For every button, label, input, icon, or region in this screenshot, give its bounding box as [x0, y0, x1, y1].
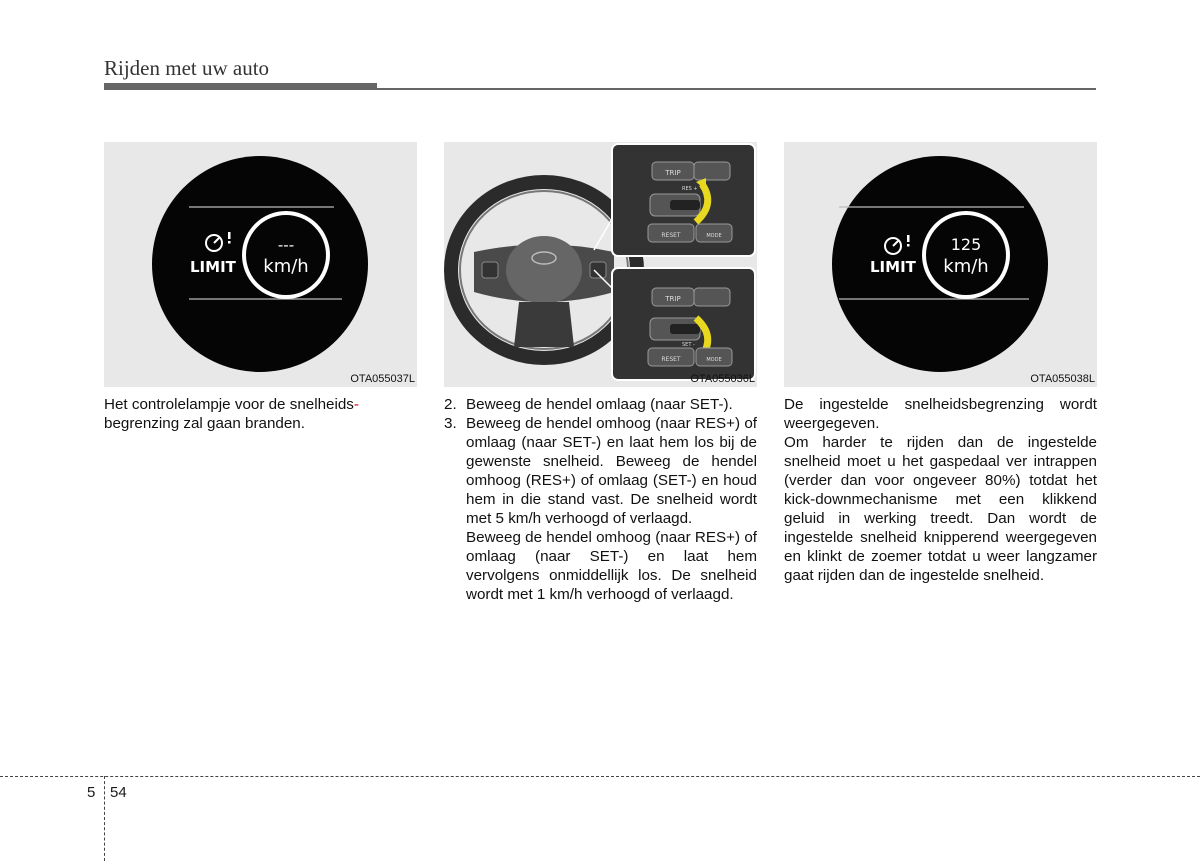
- list-item: [444, 395, 757, 414]
- set-speed-value: 125: [950, 235, 982, 254]
- header-rule: [104, 88, 1096, 90]
- middle-column: [444, 395, 757, 604]
- steering-wheel-illustration: [444, 142, 757, 387]
- figure-code: OTA055037L: [350, 373, 415, 385]
- svg-text:TRIP: TRIP: [665, 169, 681, 177]
- page-header-title: Rijden met uw auto: [104, 56, 270, 80]
- display-circle: [832, 156, 1048, 372]
- switch-panel-bottom: [612, 268, 755, 380]
- footer-rule: [0, 776, 1200, 777]
- svg-text:RES +: RES +: [682, 186, 698, 192]
- cluster-display-illustration: [104, 142, 417, 387]
- svg-text:MODE: MODE: [706, 233, 722, 239]
- step-number: 2.: [444, 396, 457, 413]
- svg-text:MODE: MODE: [706, 357, 722, 363]
- figure-limit-125: [784, 142, 1097, 387]
- svg-text:RESET: RESET: [661, 356, 681, 363]
- figure-code: OTA055036L: [690, 373, 755, 385]
- right-column: [784, 395, 1097, 585]
- cluster-display-illustration: [784, 142, 1097, 387]
- paragraph: Om harder te rijden dan de ingestelde snelheid moet u het gaspedaal ver intrappen (verder dan voor ongeveer 80%) totdat het kick-downmechanisme met een klikkend geluid in werking treedt. Dan wordt de ingestelde snelheid knipperend weergegeven en klinkt de zoemer totdat u weer langzamer gaat rijden dan de ingestelde snelheid.: [784, 434, 1097, 584]
- hyphen-mark: -: [353, 396, 359, 413]
- limit-label: LIMIT: [870, 258, 916, 276]
- svg-text:TRIP: TRIP: [665, 295, 681, 303]
- step-text: Beweeg de hendel omlaag (naar SET-).: [466, 396, 733, 413]
- page-number: 54: [110, 784, 127, 801]
- svg-text:SET -: SET -: [682, 342, 695, 348]
- steps-list: [444, 395, 757, 604]
- paragraph: Het controlelampje voor de snelheids- begrenzing zal gaan branden.: [104, 396, 359, 432]
- step-number: 3.: [444, 415, 457, 432]
- list-item: [444, 414, 757, 604]
- footer-divider: [104, 776, 105, 861]
- svg-text:RESET: RESET: [661, 232, 681, 239]
- paragraph: De ingestelde snelheidsbegrenzing wordt weergegeven.: [784, 396, 1097, 432]
- figure-limit-blank: [104, 142, 417, 387]
- switch-panel-top: [612, 144, 755, 256]
- step-text: Beweeg de hendel omhoog (naar RES+) of omlaag (naar SET-) en laat hem los bij de gewenste snelheid. Beweeg de hendel omhoog (RES+) of omlaag (SET-) en houd hem in die stand vast. De snelheid wordt met 5 km/h verhoogd of verlaagd.: [466, 415, 757, 527]
- limit-label: LIMIT: [190, 258, 236, 276]
- step-subparagraph: Beweeg de hendel omhoog (naar RES+) of omlaag (naar SET-) en laat hem vervolgens onmiddellijk los. De snelheid wordt met 1 km/h verhoogd of verlaagd.: [466, 529, 757, 603]
- left-column: [104, 395, 417, 433]
- steering-wheel: [451, 182, 637, 358]
- speed-unit: km/h: [263, 256, 309, 277]
- speed-unit: km/h: [943, 256, 989, 277]
- set-speed-value: ---: [277, 236, 295, 254]
- section-number: 5: [87, 784, 96, 801]
- figure-code: OTA055038L: [1030, 373, 1095, 385]
- display-circle: [152, 156, 368, 372]
- figure-steering-wheel: [444, 142, 757, 387]
